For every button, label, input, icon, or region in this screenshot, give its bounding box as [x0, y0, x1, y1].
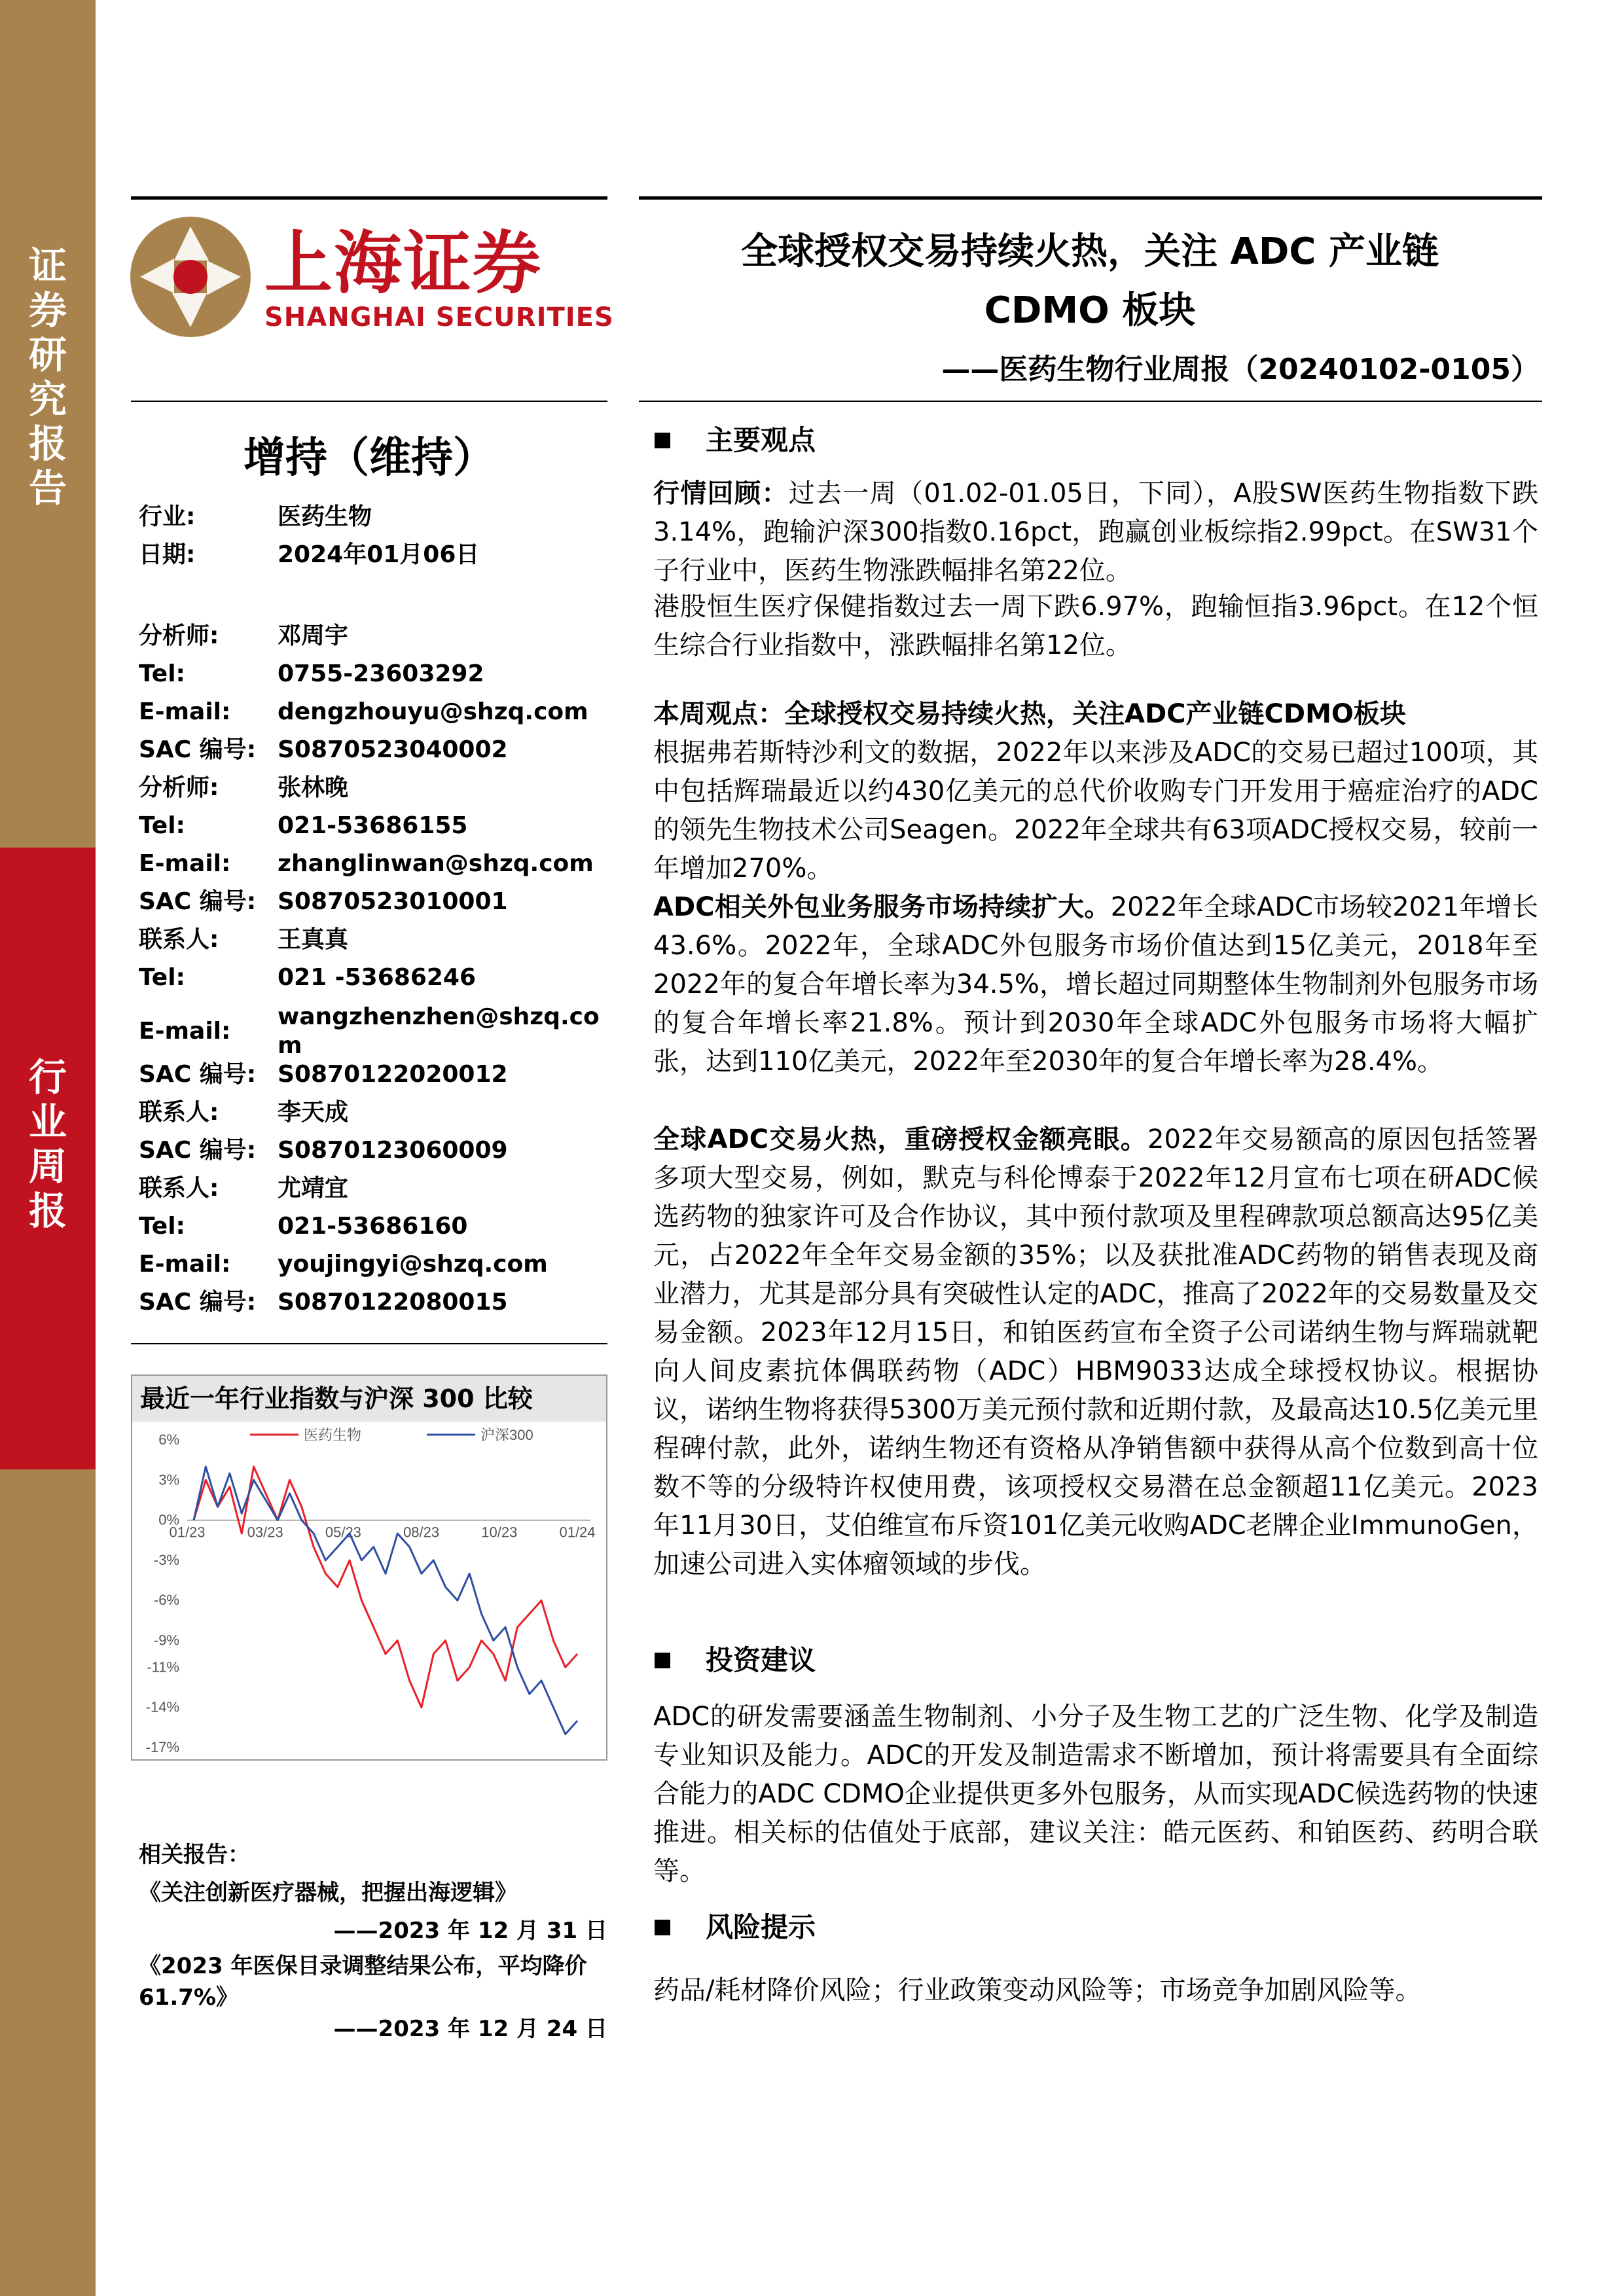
section-bullet-icon	[655, 433, 670, 448]
info-key: SAC 编号:	[139, 736, 257, 763]
section-main-view: 主要观点	[655, 419, 816, 458]
related-report-1-title: 《关注创新医疗器械，把握出海逻辑》	[139, 1880, 517, 1906]
info-value: 0755-23603292	[278, 660, 484, 687]
legend-label-0: 医药生物	[304, 1427, 362, 1443]
info-key: 联系人:	[139, 1175, 219, 1202]
info-value: 尤靖宜	[278, 1175, 349, 1202]
legend-label-1: 沪深300	[480, 1427, 533, 1443]
info-value: 邓周宇	[278, 622, 349, 649]
info-key: SAC 编号:	[139, 1137, 257, 1164]
side-label-top	[25, 243, 71, 511]
side-label-red	[25, 1055, 71, 1233]
y-tick-label: -11%	[147, 1659, 179, 1676]
info-key: 联系人:	[139, 1099, 219, 1126]
info-key: E-mail:	[139, 1018, 231, 1045]
info-key: Tel:	[139, 1213, 185, 1240]
y-tick-label: -9%	[153, 1632, 179, 1649]
related-report-2-date: ——2023 年 12 月 24 日	[333, 2016, 607, 2042]
related-report-2-title: 《2023 年医保目录调整结果公布，平均降价 61.7%》	[139, 1953, 587, 2011]
info-key: 行业:	[139, 503, 196, 530]
info-key: E-mail:	[139, 1251, 231, 1278]
series-line-1	[194, 1467, 577, 1734]
side-top-char: 告	[28, 466, 67, 511]
y-tick-label: -17%	[145, 1739, 179, 1755]
section-invest: 投资建议	[655, 1639, 816, 1678]
info-value: 张林晚	[278, 774, 349, 801]
x-tick-label: 05/23	[325, 1524, 361, 1541]
title-line-2: CDMO 板块	[984, 289, 1196, 332]
info-key: 联系人:	[139, 926, 219, 953]
y-tick-label: -3%	[153, 1551, 179, 1568]
section-bullet-icon	[655, 1920, 670, 1935]
related-heading: 相关报告：	[139, 1842, 250, 1868]
info-value: dengzhouyu@shzq.com	[278, 698, 588, 725]
info-value: 李天成	[278, 1099, 349, 1126]
report-title	[641, 223, 1538, 340]
side-top-char: 究	[28, 377, 67, 422]
info-key: Tel:	[139, 660, 185, 687]
logo-en-text: SHANGHAI SECURITIES	[264, 302, 614, 332]
market-review-label: 行情回顾：	[653, 478, 789, 509]
x-tick-label: 08/23	[403, 1524, 440, 1541]
info-value: youjingyi@shzq.com	[278, 1251, 548, 1278]
info-value: 021-53686160	[278, 1213, 468, 1240]
info-value: S0870523010001	[278, 888, 508, 915]
y-tick-label: 3%	[158, 1471, 179, 1488]
info-value: 2024年01月06日	[278, 541, 480, 568]
info-key: 分析师:	[139, 622, 219, 649]
info-value: S0870523040002	[278, 736, 508, 763]
logo-rule	[131, 401, 607, 402]
invest-para: ADC的研发需要涵盖生物制剂、小分子及生物工艺的广泛生物、化学及制造专业知识及能力。ADC的开发及制造需求不断增加，预计将需要具有全面综合能力的ADC CDMO企业提供更多外包服务，从而实现ADC候选药物的快速推进。相关标的估值处于底部，建议关注：皓元医药、和铂医药、药明合联等。	[653, 1702, 1538, 1886]
x-tick-label: 03/23	[247, 1524, 283, 1541]
info-value: wangzhenzhen@shzq.com	[278, 1003, 600, 1059]
rating: 增持（维持）	[244, 434, 495, 482]
section-risk: 风险提示	[655, 1906, 816, 1945]
info-value: zhanglinwan@shzq.com	[278, 850, 594, 877]
y-tick-label: 0%	[158, 1511, 179, 1528]
x-tick-label: 01/24	[559, 1524, 596, 1541]
risk-para: 药品/耗材降价风险；行业政策变动风险等；市场竞争加剧风险等。	[653, 1975, 1422, 2005]
section-bullet-icon	[655, 1653, 670, 1668]
info-value: 医药生物	[278, 503, 372, 530]
side-red-char: 报	[28, 1189, 67, 1233]
side-top-char: 证	[28, 243, 67, 288]
info-value: S0870123060009	[278, 1137, 508, 1164]
info-value: S0870122020012	[278, 1061, 508, 1088]
info-key: SAC 编号:	[139, 888, 257, 915]
info-key: SAC 编号:	[139, 1061, 257, 1088]
side-top-char: 研	[28, 332, 67, 377]
hk-market-para: 港股恒生医疗保健指数过去一周下跌6.97%，跑输恒指3.96pct。在12个恒生综合行业指数中，涨跌幅排名第12位。	[653, 592, 1538, 660]
related-report-1-date: ——2023 年 12 月 31 日	[333, 1918, 607, 1944]
logo-cn-text: 上海证券	[264, 223, 543, 303]
x-tick-label: 01/23	[169, 1524, 206, 1541]
x-tick-label: 10/23	[481, 1524, 518, 1541]
chart-plot	[132, 1423, 606, 1761]
info-key: E-mail:	[139, 850, 231, 877]
adc-outsourcing-para: ADC相关外包业务服务市场持续扩大。2022年全球ADC市场较2021年增长43.6%。2022年，全球ADC外包服务市场价值达到15亿美元，2018年至2022年的复合年增长率为34.5%，增长超过同期整体生物制剂外包服务市场的复合年增长率21.8%。预计到2030年全球ADC外包服务市场将大幅扩张，达到110亿美元，2022年至2030年的复合年增长率为28.4%。	[653, 892, 1539, 1077]
y-tick-label: -14%	[145, 1698, 179, 1715]
index-comparison-chart	[131, 1374, 607, 1761]
info-value: S0870122080015	[278, 1289, 508, 1316]
info-key: Tel:	[139, 964, 185, 991]
info-value: 021-53686155	[278, 812, 468, 839]
report-subtitle: ——医药生物行业周报（20240102-0105）	[941, 353, 1540, 386]
chart-title: 最近一年行业指数与沪深 300 比较	[132, 1376, 606, 1422]
info-key: 日期:	[139, 541, 196, 568]
info-key: Tel:	[139, 812, 185, 839]
market-review-para: 行情回顾：过去一周（01.02-01.05日，下同），A股SW医药生物指数下跌3.14%，跑输沪深300指数0.16pct，跑赢创业板综指2.99pct。在SW31个子行业中，医药生物涨跌幅排名第22位。	[653, 478, 1539, 586]
side-top-char: 券	[28, 288, 67, 332]
info-value: 021 -53686246	[278, 964, 477, 991]
weekly-view-para: 根据弗若斯特沙利文的数据，2022年以来涉及ADC的交易已超过100项，其中包括辉瑞最近以约430亿美元的总代价收购专门开发用于癌症治疗的ADC的领先生物技术公司Seagen。2022年全球共有63项ADC授权交易，较前一年增加270%。	[653, 738, 1538, 884]
side-top-char: 报	[28, 422, 67, 466]
info-key: 分析师:	[139, 774, 219, 801]
info-key: E-mail:	[139, 698, 231, 725]
weekly-view-heading: 本周观点：全球授权交易持续火热，关注ADC产业链CDMO板块	[653, 699, 1406, 729]
y-tick-label: 6%	[158, 1431, 179, 1448]
side-red-char: 周	[28, 1144, 67, 1189]
title-rule	[639, 401, 1542, 402]
y-tick-label: -6%	[153, 1592, 179, 1609]
info-rule	[131, 1343, 607, 1344]
side-red-char: 业	[28, 1100, 67, 1144]
side-red-char: 行	[28, 1055, 67, 1100]
title-line-1: 全球授权交易持续火热，关注 ADC 产业链	[741, 230, 1439, 273]
info-value: 王真真	[278, 926, 349, 953]
top-rule-left	[131, 196, 607, 200]
top-rule-right	[639, 196, 1542, 200]
logo-mark	[128, 215, 253, 339]
adc-deals-para: 全球ADC交易火热，重磅授权金额亮眼。2022年交易额高的原因包括签署多项大型交易，例如，默克与科伦博泰于2022年12月宣布七项在研ADC候选药物的独家许可及合作协议，其中预付款项及里程碑款项总额高达95亿美元，占2022年全年交易金额的35%；以及获批准ADC药物的销售表现及商业潜力，尤其是部分具有突破性认定的ADC，推高了2022年的交易数量及交易金额。2023年12月15日，和铂医药宣布全资子公司诺纳生物与辉瑞就靶向人间皮素抗体偶联药物（ADC）HBM9033达成全球授权协议。根据协议，诺纳生物将获得5300万美元预付款和近期付款，及最高达10.5亿美元里程碑付款，此外，诺纳生物还有资格从净销售额中获得从高个位数到高十位数不等的分级特许权使用费，该项授权交易潜在总金额超11亿美元。2023年11月30日，艾伯维宣布斥资101亿美元收购ADC老牌企业ImmunoGen，加速公司进入实体瘤领域的步伐。	[653, 1124, 1539, 1579]
info-key: SAC 编号:	[139, 1289, 257, 1316]
